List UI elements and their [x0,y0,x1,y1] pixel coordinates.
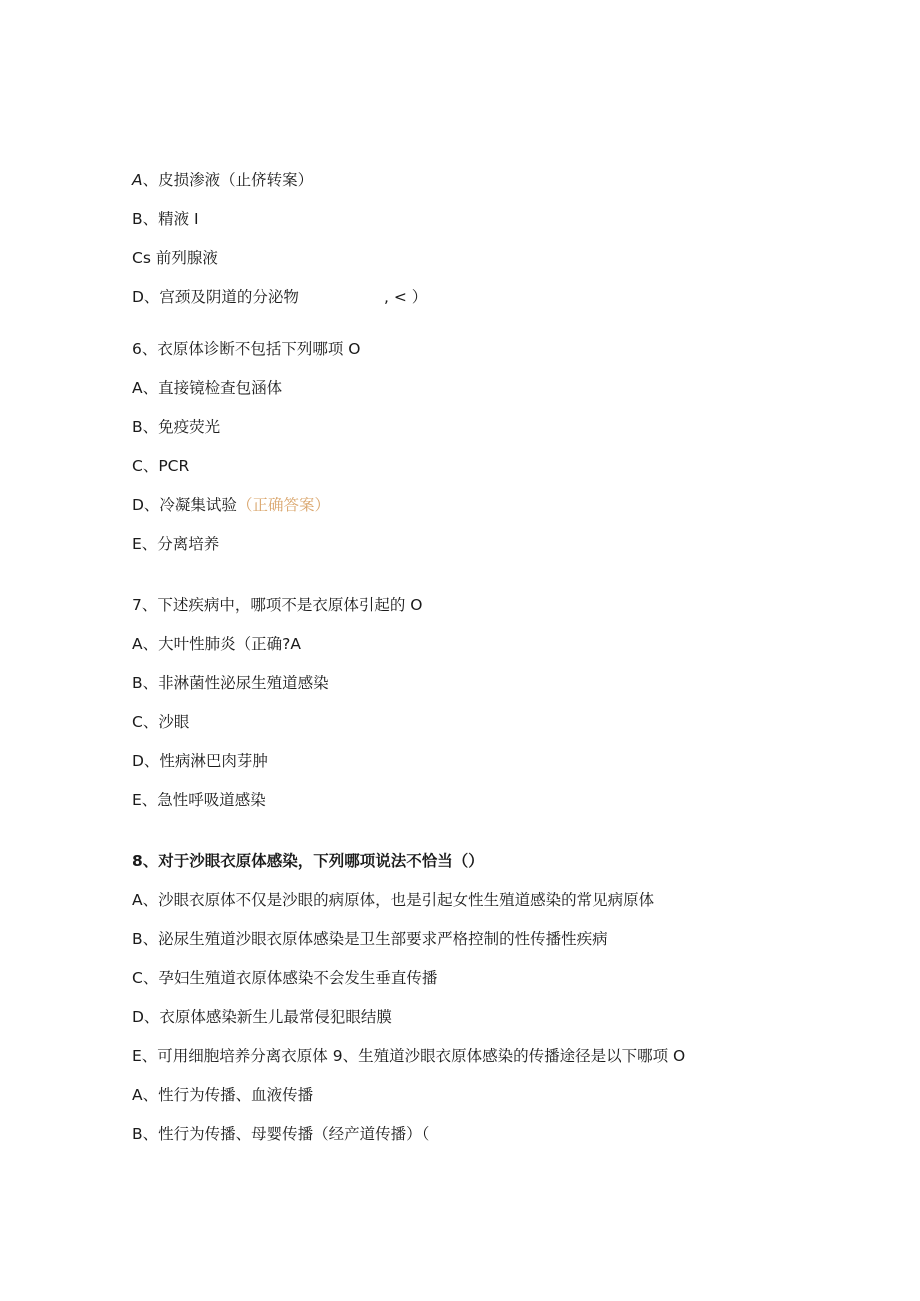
question-8-option-a: A、沙眼衣原体不仅是沙眼的病原体，也是引起女性生殖道感染的常见病原体 [132,891,655,909]
question-6-option-b: B、免疫荧光 [132,418,221,436]
question-8-option-d: D、衣原体感染新生儿最常侵犯眼结膜 [132,1008,392,1026]
option-letter: A [132,171,143,189]
question-7-option-d: D、性病淋巴肉芽肿 [132,752,268,770]
option-tail: , < ） [384,288,428,306]
option-d-line [132,287,428,307]
question-7: 7、下述疾病中，哪项不是衣原体引起的 O [132,596,423,614]
question-8-option-e: E、可用细胞培养分离衣原体 9、生殖道沙眼衣原体感染的传播途径是以下哪项 O [132,1047,686,1065]
question-6-option-e: E、分离培养 [132,535,220,553]
question-6-option-a: A、直接镜检查包涵体 [132,379,283,397]
question-7-option-a: A、大叶性肺炎（正确?A [132,635,301,653]
question-6: 6、衣原体诊断不包括下列哪项 O [132,340,361,358]
question-7-option-e: E、急性呼吸道感染 [132,791,266,809]
question-8-option-b: B、泌尿生殖道沙眼衣原体感染是卫生部要求严格控制的性传播性疾病 [132,930,608,948]
correct-answer-mark: （正确答案） [236,496,330,514]
option-c-line: Cs 前列腺液 [132,249,218,267]
option-text: D、宫颈及阴道的分泌物 [132,288,299,306]
question-7-option-b: B、非淋菌性泌尿生殖道感染 [132,674,329,692]
option-text: D、冷凝集试验 [132,496,237,514]
question-7-option-c: C、沙眼 [132,713,190,731]
question-9-option-a: A、性行为传播、血液传播 [132,1086,314,1104]
question-6-option-d [132,495,330,515]
option-text: 、皮损渗液（止侪转案） [142,171,314,189]
option-a-line [132,170,313,190]
option-b-line: B、精液 I [132,210,199,228]
question-9-option-b: B、性行为传播、母婴传播（经产道传播）（ [132,1125,430,1143]
question-8: 8、对于沙眼衣原体感染，下列哪项说法不恰当（） [132,852,484,870]
question-6-option-c: C、PCR [132,457,190,475]
question-8-option-c: C、孕妇生殖道衣原体感染不会发生垂直传播 [132,969,438,987]
